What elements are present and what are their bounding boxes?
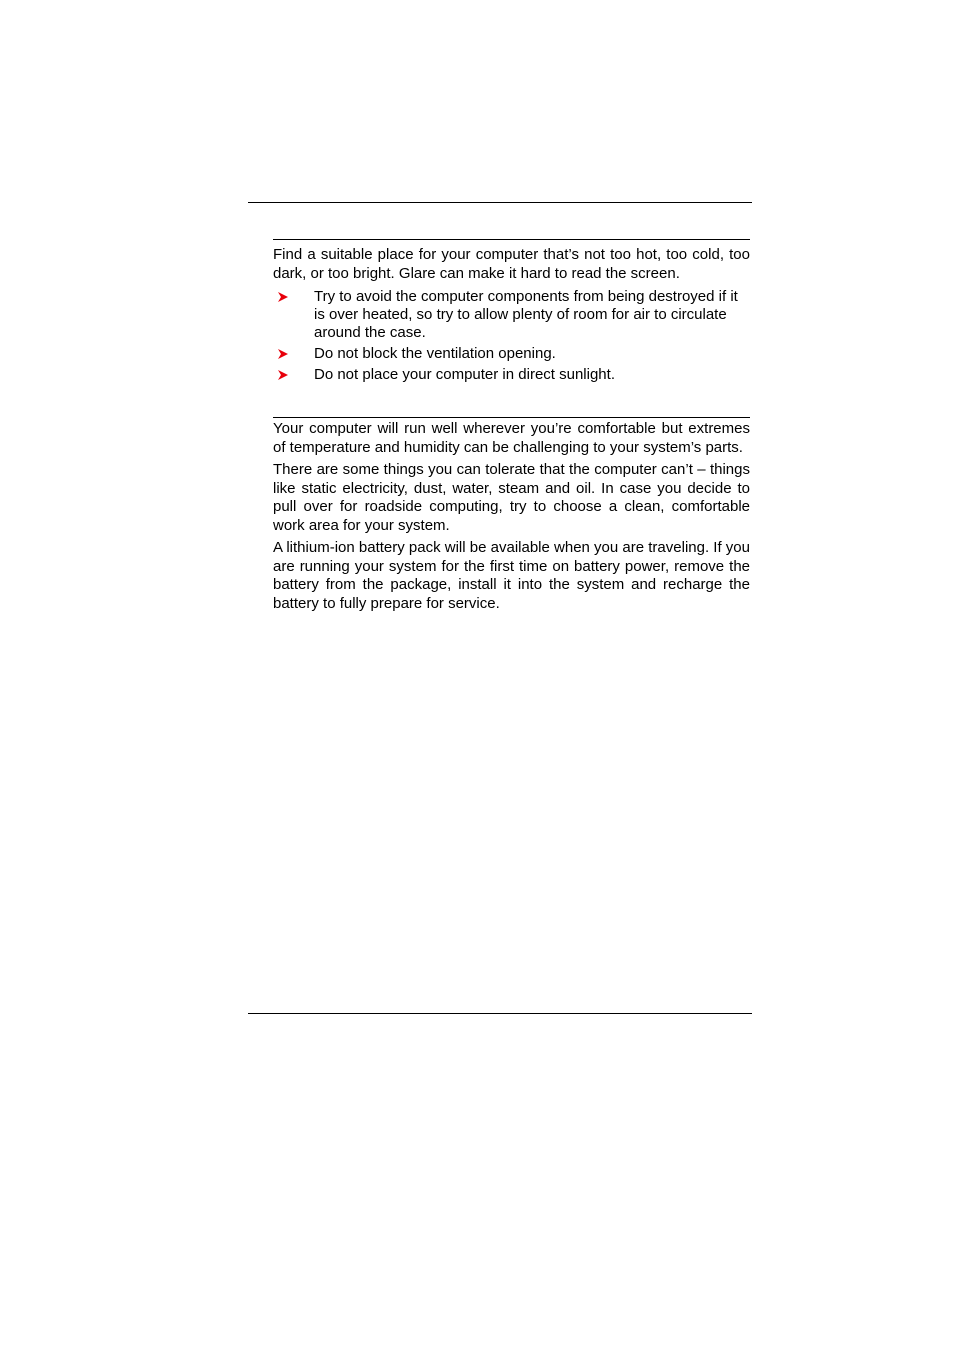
section-environment [273, 417, 750, 613]
list-item [273, 345, 750, 363]
section-divider [273, 417, 750, 418]
footer-rule [248, 1013, 752, 1014]
list-item-text: Try to avoid the computer components from being destroyed if it is over heated, so try to allow plenty of room for air to circulate around the case. [314, 288, 738, 341]
section-divider [273, 239, 750, 240]
section-placement [273, 239, 750, 387]
list-item-text: Do not block the ventilation opening. [314, 345, 556, 362]
arrowhead-bullet-icon [277, 291, 289, 303]
list-item [273, 288, 750, 342]
arrowhead-bullet-icon [277, 369, 289, 381]
placement-intro: Find a suitable place for your computer that’s not too hot, too cold, too dark, or too bright. Glare can make it hard to read the screen. [273, 246, 750, 282]
arrowhead-bullet-icon [277, 348, 289, 360]
environment-paragraph-2: There are some things you can tolerate that the computer can’t – things like static electricity, dust, water, steam and oil. In case you decide to pull over for roadside computing, try to choose a clean, comfortable work area for your system. [273, 461, 750, 534]
list-item [273, 366, 750, 384]
placement-tips-list [273, 288, 750, 384]
environment-paragraph-1: Your computer will run well wherever you’re comfortable but extremes of temperature and humidity can be challenging to your system’s parts. [273, 420, 750, 456]
header-rule [248, 202, 752, 203]
environment-paragraph-3: A lithium-ion battery pack will be available when you are traveling. If you are running your system for the first time on battery power, remove the battery from the package, install it into the system and recharge the battery to fully prepare for service. [273, 539, 750, 612]
list-item-text: Do not place your computer in direct sunlight. [314, 366, 615, 383]
